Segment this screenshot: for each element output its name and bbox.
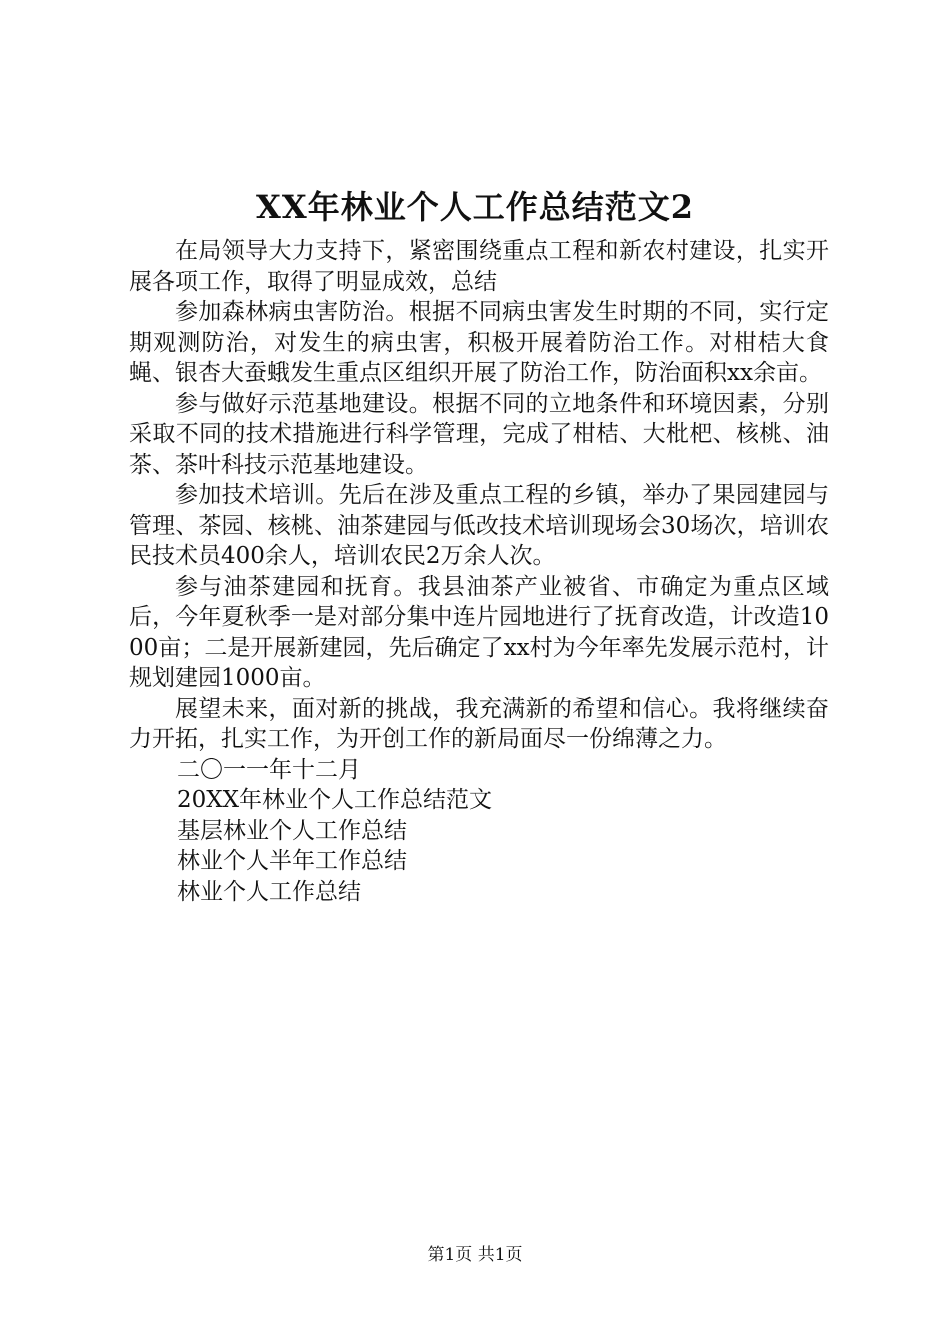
page-number-footer: 第1页 共1页 — [427, 1245, 523, 1265]
paragraph-oil-tea: 参与油茶建园和抚育。我县油茶产业被省、市确定为重点区域后，今年夏秋季一是对部分集中连片园地进行了抚育改造，计改造1000亩；二是开展新建园，先后确定了xx村为今年率先发展示范村，计规划建园1000亩。 — [129, 573, 829, 691]
related-item: 林业个人半年工作总结 — [177, 848, 407, 874]
paragraph-pest-control: 参加森林病虫害防治。根据不同病虫害发生时期的不同，实行定期观测防治，对发生的病虫害，积极开展着防治工作。对柑桔大食蝇、银杏大蚕蛾发生重点区组织开展了防治工作，防治面积xx余亩。 — [129, 299, 829, 386]
related-item: 林业个人工作总结 — [177, 878, 361, 905]
related-item: 20XX年林业个人工作总结范文 — [177, 787, 493, 813]
document-date: 二〇一一年十二月 — [177, 756, 361, 783]
document-title: XX年林业个人工作总结范文2 — [256, 188, 694, 226]
paragraph-outlook: 展望未来，面对新的挑战，我充满新的希望和信心。我将继续奋力开拓，扎实工作，为开创工作的新局面尽一份绵薄之力。 — [129, 695, 829, 752]
paragraph-intro: 在局领导大力支持下，紧密围绕重点工程和新农村建设，扎实开展各项工作，取得了明显成效，总结 — [129, 238, 829, 295]
paragraph-demo-base: 参与做好示范基地建设。根据不同的立地条件和环境因素，分别采取不同的技术措施进行科学管理，完成了柑桔、大枇杷、核桃、油茶、茶叶科技示范基地建设。 — [129, 390, 829, 478]
related-item: 基层林业个人工作总结 — [177, 817, 407, 844]
paragraph-training: 参加技术培训。先后在涉及重点工程的乡镇，举办了果园建园与管理、茶园、核桃、油茶建园与低改技术培训现场会30场次，培训农民技术员400余人，培训农民2万余人次。 — [129, 482, 829, 569]
document-body — [129, 236, 829, 907]
